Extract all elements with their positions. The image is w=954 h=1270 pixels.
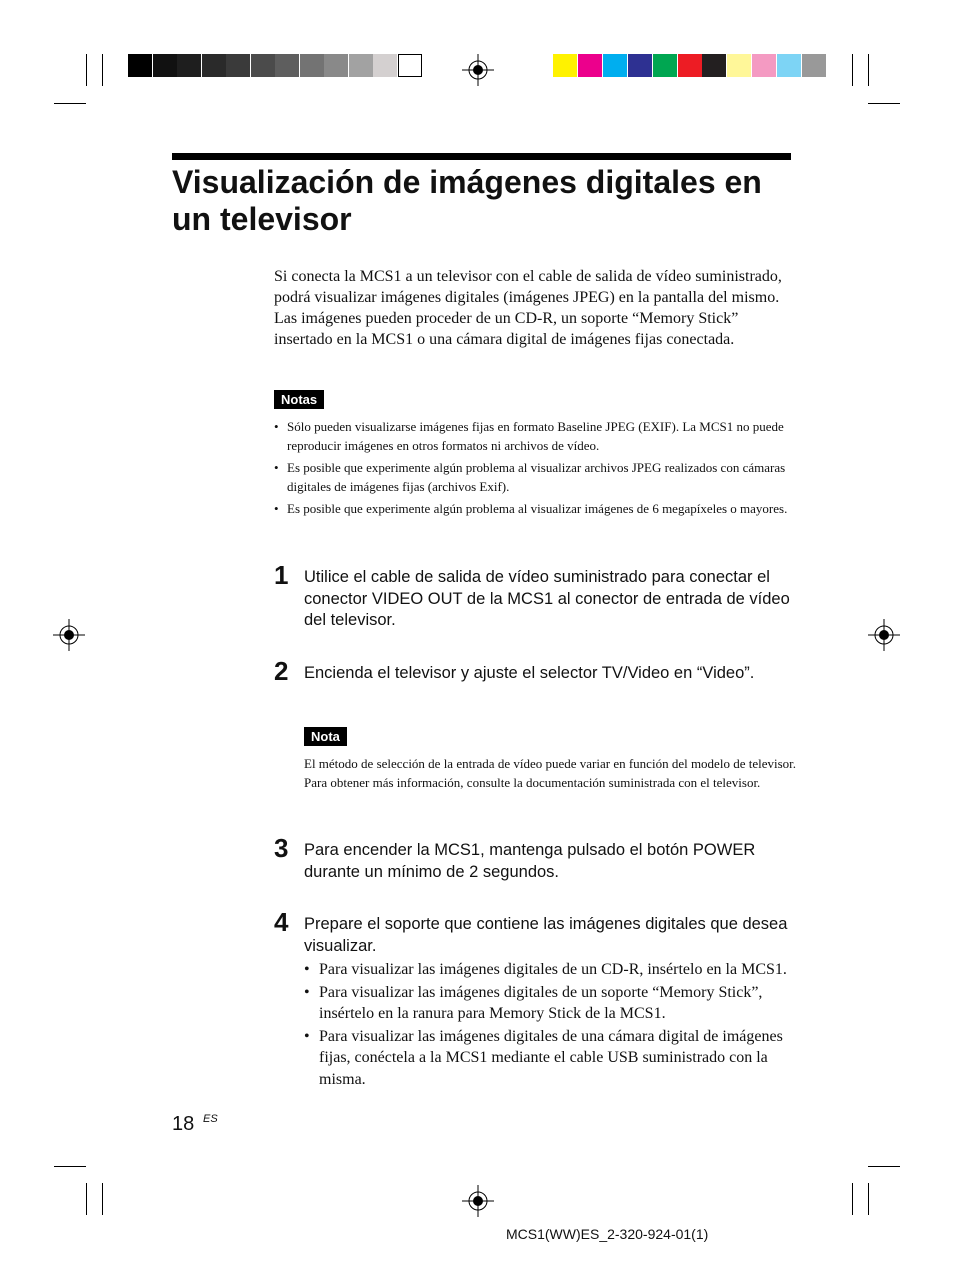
- page-number: 18: [172, 1113, 195, 1135]
- notes-badge: Notas: [274, 390, 324, 409]
- color-swatch: [752, 54, 776, 77]
- list-item: • Es posible que experimente algún problema al visualizar imágenes de 6 megapíxeles o mayores.: [274, 500, 794, 519]
- list-item: • Es posible que experimente algún problema al visualizar archivos JPEG realizados con cámaras digitales de imágenes fijas (archivos Exif).: [274, 459, 794, 496]
- gray-swatch: [202, 54, 226, 77]
- step-number: 3: [274, 833, 289, 863]
- registration-target-icon: [462, 1185, 494, 1217]
- gray-swatch: [398, 54, 422, 77]
- registration-target-icon: [462, 54, 494, 86]
- note-badge: Nota: [304, 727, 347, 746]
- color-swatch: [702, 54, 726, 77]
- color-swatch: [553, 54, 577, 77]
- color-swatch: [603, 54, 627, 77]
- gray-swatch: [275, 54, 299, 77]
- step2-note-badge-wrap: [304, 728, 347, 746]
- color-swatch: [727, 54, 751, 77]
- step4-list: [304, 959, 796, 1091]
- color-swatch: [678, 54, 702, 77]
- gray-swatch: [373, 54, 397, 77]
- color-swatch: [628, 54, 652, 77]
- color-swatch: [802, 54, 826, 77]
- registration-target-icon: [868, 619, 900, 651]
- step-text: Prepare el soporte que contiene las imágenes digitales que desea visualizar.: [304, 915, 788, 955]
- gray-swatch: [324, 54, 348, 77]
- notes-badge-wrap: [274, 391, 324, 409]
- step-text: Encienda el televisor y ajuste el selector TV/Video en “Video”.: [304, 664, 755, 682]
- list-item: • Para visualizar las imágenes digitales de un CD-R, insértelo en la MCS1.: [304, 959, 796, 981]
- registration-target-icon: [53, 619, 85, 651]
- color-swatch: [777, 54, 801, 77]
- color-swatch: [653, 54, 677, 77]
- gray-swatch: [226, 54, 250, 77]
- step-text: Para encender la MCS1, mantenga pulsado el botón POWER durante un mínimo de 2 segundos.: [304, 841, 756, 881]
- gray-swatch: [177, 54, 201, 77]
- step-text: Utilice el cable de salida de vídeo suministrado para conectar el conector VIDEO OUT de la MCS1 al conector de entrada de vídeo del televisor.: [304, 568, 790, 629]
- step-number: 2: [274, 656, 289, 686]
- step2-note-text: El método de selección de la entrada de vídeo puede variar en función del modelo de televisor. Para obtener más información, consulte la documentación suministrada con el televisor.: [304, 756, 797, 790]
- title-rule: [172, 153, 791, 160]
- page-title: Visualización de imágenes digitales en un televisor: [172, 164, 762, 237]
- notes-list: [274, 418, 794, 523]
- intro-paragraph: Si conecta la MCS1 a un televisor con el cable de salida de vídeo suministrado, podrá visualizar imágenes digitales (imágenes JPEG) en la pantalla del mismo. Las imágenes pueden proceder de un CD-R, un soporte “Memory Stick” insertado en la MCS1 o una cámara digital de imágenes fijas conectada.: [274, 268, 782, 348]
- step-number: 4: [274, 907, 289, 937]
- gray-swatch: [128, 54, 152, 77]
- list-item: • Sólo pueden visualizarse imágenes fijas en formato Baseline JPEG (EXIF). La MCS1 no puede reproducir imágenes en otros formatos ni archivos de vídeo.: [274, 418, 794, 455]
- document-code: MCS1(WW)ES_2-320-924-01(1): [506, 1226, 709, 1242]
- list-item: • Para visualizar las imágenes digitales de una cámara digital de imágenes fijas, conéctela a la MCS1 mediante el cable USB suministrado con la misma.: [304, 1026, 796, 1091]
- page-language: ES: [203, 1113, 218, 1125]
- gray-swatch: [251, 54, 275, 77]
- gray-swatch: [349, 54, 373, 77]
- color-swatch: [578, 54, 602, 77]
- gray-swatch: [153, 54, 177, 77]
- list-item: • Para visualizar las imágenes digitales de un soporte “Memory Stick”, insértelo en la ranura para Memory Stick de la MCS1.: [304, 982, 796, 1025]
- step-number: 1: [274, 560, 289, 590]
- gray-swatch: [300, 54, 324, 77]
